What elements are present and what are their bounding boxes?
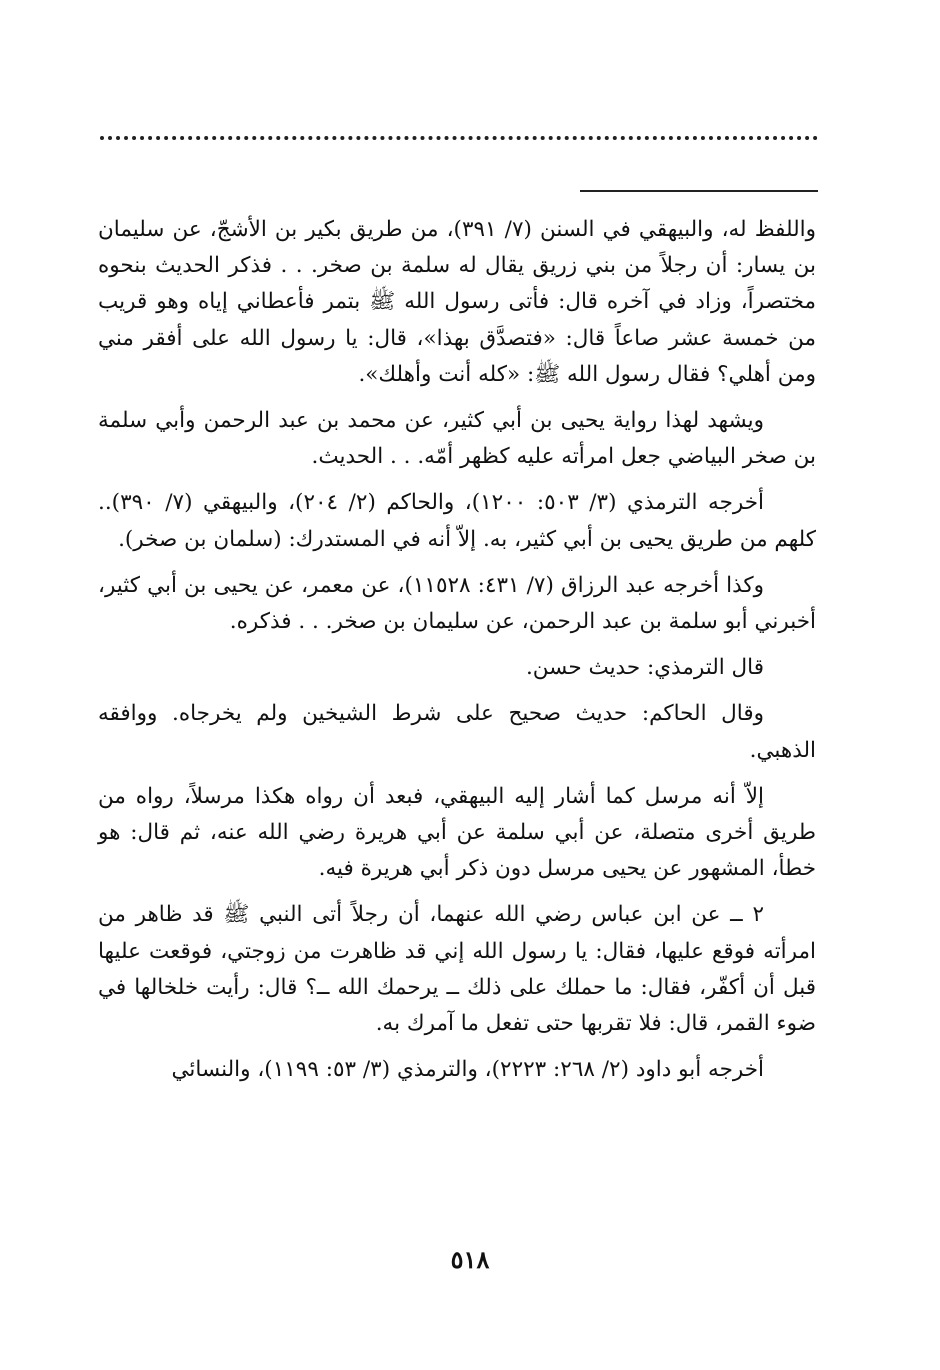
paragraph-8: ٢ ــ عن ابن عباس رضي الله عنهما، أن رجلاً أتى النبي ﷺ قد ظاهر من امرأته فوقع عليها، فقال: يا رسول الله إني قد ظاهرت من زوجتي، فوقعت عليها قبل أن أكفّر، فقال: ما حملك على ذلك ــ يرحمك الله ــ؟ قال: رأيت خلخالها في ضوء القمر، قال: فلا تقربها حتى تفعل ما آمرك به. [98,902,816,1037]
paragraph-4: وكذا أخرجه عبد الرزاق (٧/ ٤٣١: ١١٥٢٨)، عن معمر، عن يحيى بن أبي كثير، أخبرني أبو سلمة بن عبد الرحمن، عن سليمان بن صخر. . . فذكره. [98,572,816,635]
dotted-separator [100,136,818,140]
page-number: ٥١٨ [450,1245,490,1274]
paragraph-2: ويشهد لهذا رواية يحيى بن أبي كثير، عن محمد بن عبد الرحمن وأبي سلمة بن صخر البياضي جعل امرأته عليه كظهر أمّه. . . الحديث. [98,408,816,470]
paragraph-1: واللفظ له، والبيهقي في السنن (٧/ ٣٩١)، من طريق بكير بن الأشجّ، عن سليمان بن يسار: أن رجلاً من بني زريق يقال له سلمة بن صخر. . . فذكر الحديث بنحوه مختصراً، وزاد في آخره قال: فأتى رسول الله ﷺ بتمر فأعطاني إياه وهو قريب من خمسة عشر صاعاً قال: «فتصدَّق بهذا»، قال: يا رسول الله على أفقر مني ومن أهلي؟ فقال رسول الله ﷺ: «كله أنت وأهلك». [98,217,817,387]
paragraph-6: وقال الحاكم: حديث صحيح على شرط الشيخين ولم يخرجاه. ووافقه الذهبي. [98,701,816,763]
paragraph-9: أخرجه أبو داود (٢/ ٢٦٨: ٢٢٢٣)، والترمذي (٣/ ٥٣: ١١٩٩)، والنسائي [171,1057,764,1083]
body-text [98,212,816,1098]
paragraph-3: أخرجه الترمذي (٣/ ٥٠٣: ١٢٠٠)، والحاكم (٢/ ٢٠٤)، والبيهقي (٧/ ٣٩٠).. كلهم من طريق يحيى بن أبي كثير، به. إلاّ أنه في المستدرك: (سلمان بن صخر). [98,490,816,552]
paragraph-5: قال الترمذي: حديث حسن. [525,655,764,681]
footnote-rule [580,190,818,192]
paragraph-7: إلاّ أنه مرسل كما أشار إليه البيهقي، فبعد أن رواه هكذا مرسلاً، رواه من طريق أخرى متصلة، عن أبي سلمة عن أبي هريرة رضي الله عنه، ثم قال: هو خطأ، المشهور عن يحيى مرسل دون ذكر أبي هريرة فيه. [98,783,816,882]
